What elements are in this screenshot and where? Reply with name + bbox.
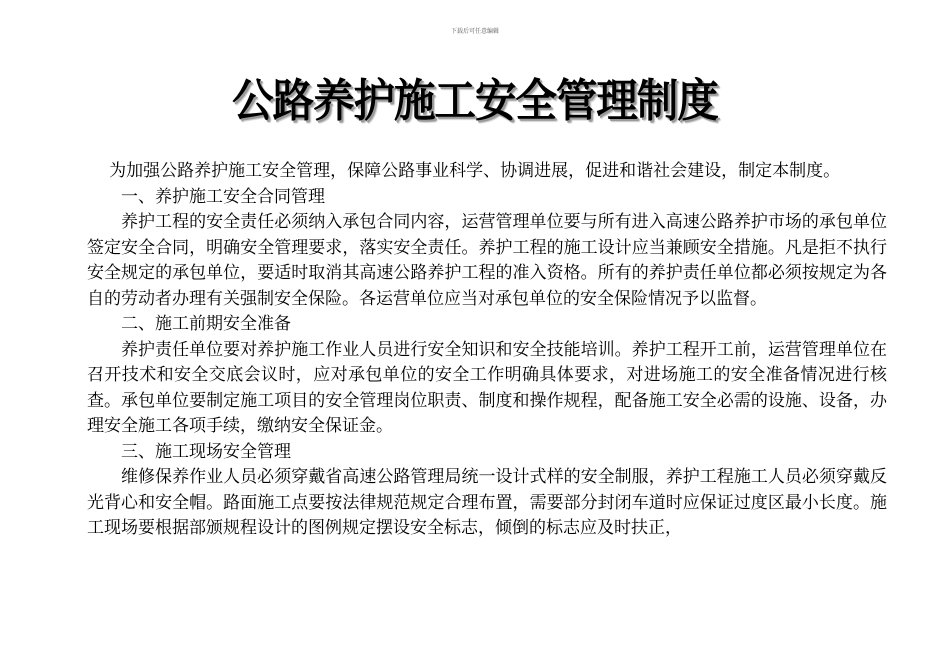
header-note: 下载后可任意编辑 — [450, 28, 499, 35]
section-body-1: 养护工程的安全责任必须纳入承包合同内容，运营管理单位要与所有进入高速公路养护市场的承包单位签定安全合同，明确安全管理要求，落实安全责任。养护工程的施工设计应当兼顾安全措施。凡是拒不执行安全规定的承包单位，要适时取消其高速公路养护工程的准入资格。所有的养护责任单位都必须按规定为各自的劳动者办理有关强制安全保险。各运营单位应当对承包单位的安全保险情况予以监督。 — [87, 212, 887, 309]
section-body-3: 维修保养作业人员必须穿戴省高速公路管理局统一设计式样的安全制服，养护工程施工人员必须穿戴反光背心和安全帽。路面施工点要按法律规范规定合理布置，需要部分封闭车道时应保证过度区最小长度。施工现场要根据部颁规程设计的图例规定摆设安全标志，倾倒的标志应及时扶正， — [87, 467, 887, 538]
document-title: 公路养护施工安全管理制度 — [232, 74, 718, 127]
section-heading-1: 一、养护施工安全合同管理 — [121, 186, 325, 207]
section-heading-3: 三、施工现场安全管理 — [121, 441, 291, 462]
document-body — [87, 159, 887, 542]
section-heading-2: 二、施工前期安全准备 — [121, 314, 291, 334]
intro-paragraph: 为加强公路养护施工安全管理，保障公路事业科学、协调进展，促进和谐社会建设，制定本制度。 — [109, 161, 841, 181]
section-body-2: 养护责任单位要对养护施工作业人员进行安全知识和安全技能培训。养护工程开工前，运营管理单位在召开技术和安全交底会议时，应对承包单位的安全工作明确具体要求，对进场施工的安全准备情况进行核查。承包单位要制定施工项目的安全管理岗位职责、制度和操作规程，配备施工安全必需的设施、设备，办理安全施工各项手续，缴纳安全保证金。 — [87, 339, 887, 436]
